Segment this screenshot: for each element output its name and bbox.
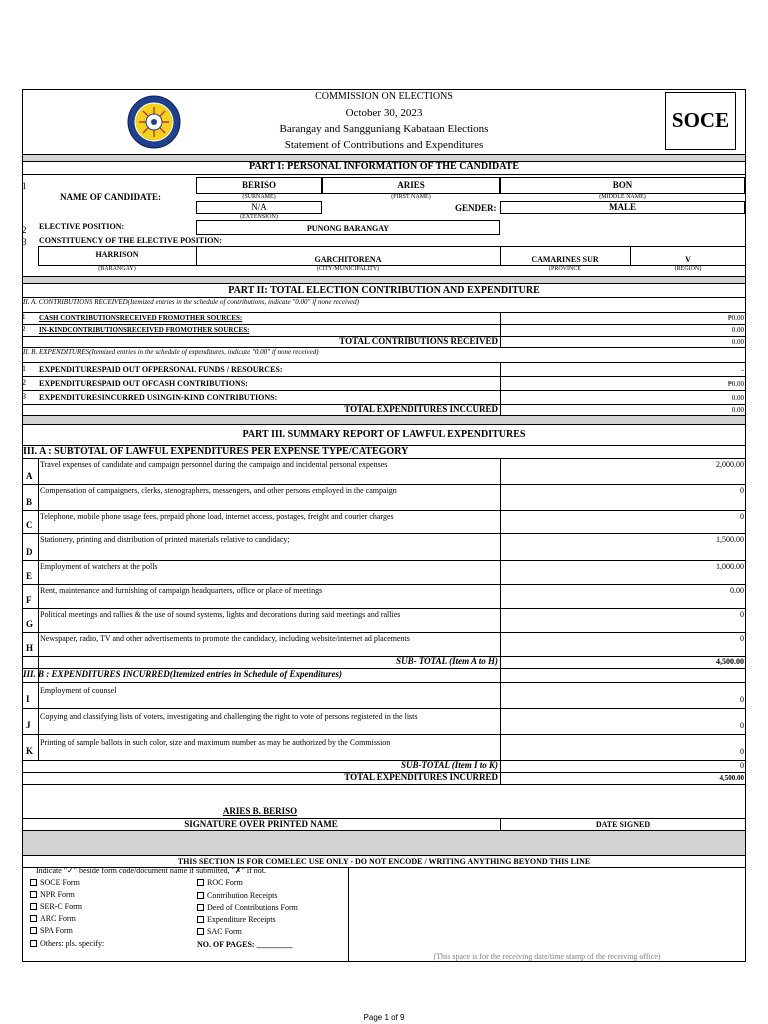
election-name: Barangay and Sangguniang Kabataan Elections xyxy=(279,123,489,135)
item-letter: K xyxy=(26,746,34,756)
part3-title: PART III. SUMMARY REPORT OF LAWFUL EXPENDITURES xyxy=(242,429,526,440)
extension-caption: (EXTENSION) xyxy=(240,214,278,220)
checklist-label: SPA Form xyxy=(40,926,73,935)
barangay-caption: (BARANGAY) xyxy=(98,266,136,272)
checkbox[interactable] xyxy=(30,915,37,922)
item-value: 0 xyxy=(740,721,744,730)
checklist-label: ARC Form xyxy=(40,914,76,923)
row-divider xyxy=(22,324,746,325)
item-value: 1,500.00 xyxy=(716,535,744,544)
item-letter: G xyxy=(26,619,34,629)
item-value: 2,000.00 xyxy=(716,460,744,469)
expenditure-label: EXPENDITURESPAID OUT OFCASH CONTRIBUTIONS: xyxy=(39,379,248,388)
extension-value: N/A xyxy=(251,202,267,212)
row-number: 3 xyxy=(22,392,26,401)
expenditure-value: - xyxy=(741,366,744,374)
total-expenditures-label: TOTAL EXPENDITURES INCCURED xyxy=(344,404,498,414)
city-value: GARCHITORENA xyxy=(314,255,382,264)
item-letter: D xyxy=(26,547,33,557)
first-name-caption: (FIRST NAME) xyxy=(391,194,431,200)
barangay-value: HARRISON xyxy=(95,250,139,259)
surname-caption: (SURNAME) xyxy=(242,194,276,200)
item-value: 0 xyxy=(740,747,744,756)
checklist-label: ROC Form xyxy=(207,878,243,887)
checklist-label: Contribution Receipts xyxy=(207,891,278,900)
item-description: Political meetings and rallies & the use of sound systems, lights and decorations during said meetings and rallies xyxy=(40,610,401,619)
item-value: 0 xyxy=(740,634,744,643)
total-incurred-value: 4,500.00 xyxy=(719,774,744,782)
surname-value: BERISO xyxy=(241,180,276,190)
expenditure-value: 0.00 xyxy=(731,394,744,402)
first-name-value: ARIES xyxy=(397,180,425,190)
item-letter: B xyxy=(26,497,33,507)
part3-b-heading-note: (Itemized entries in Schedule of Expenditures) xyxy=(169,669,343,679)
comelec-use-title: THIS SECTION IS FOR COMELEC USE ONLY - DO NOT ENCODE / WRITING ANYTHING BEYOND THIS LINE xyxy=(177,857,591,866)
region-value: V xyxy=(685,255,691,264)
subtotal-a-label: SUB- TOTAL (Item A to H) xyxy=(396,656,498,666)
contributions-heading xyxy=(23,298,743,306)
name-label: NAME OF CANDIDATE: xyxy=(60,192,161,202)
checkbox[interactable] xyxy=(197,892,204,899)
item-letter: C xyxy=(26,520,33,530)
page-number: Page 1 of 9 xyxy=(363,1013,405,1022)
contributions-heading-note: (Itemized entries in the schedule of contributions, indicate "0.00" if none received) xyxy=(127,298,359,306)
total-expenditures-value: 0.00 xyxy=(731,406,744,414)
item-letter: H xyxy=(26,643,34,653)
expenditures-heading-title: II. B. EXPENDITURES xyxy=(23,348,90,356)
row-divider xyxy=(22,584,746,585)
total-incurred-label: TOTAL EXPENDITURES INCURRED xyxy=(344,772,498,782)
form-code: SOCE xyxy=(671,108,730,132)
gender-value: MALE xyxy=(609,202,636,212)
subtotal-a-value: 4,500.00 xyxy=(716,657,744,666)
contribution-label: IN-KINDCONTRIBUTIONSRECEIVED FROMOTHER SOURCES: xyxy=(39,326,250,334)
item-value: 0 xyxy=(740,695,744,704)
subtotal-b-value: 0 xyxy=(740,761,744,770)
row-divider xyxy=(22,560,746,561)
part3-b-heading-title: III. B : EXPENDITURES INCURRED xyxy=(23,669,170,679)
item-letter: J xyxy=(26,720,31,730)
expenditure-label: EXPENDITURESINCURRED USINGIN-KIND CONTRIBUTIONS: xyxy=(39,393,278,402)
subtotal-b-label: SUB-TOTAL (Item I to K) xyxy=(400,760,498,770)
document-checklist-item[interactable] xyxy=(30,878,80,887)
row-divider xyxy=(22,510,746,511)
receiving-stamp-area: (This space is for the receiving date/time stamp of the receiving office) xyxy=(433,952,661,961)
item-letter: F xyxy=(26,595,32,605)
province-caption: (PROVINCE xyxy=(548,266,581,272)
checklist-label: SOCE Form xyxy=(40,878,80,887)
checklist-label: SER-C Form xyxy=(40,902,83,911)
row-divider xyxy=(22,734,746,735)
item-description: Newspaper, radio, TV and other advertisements to promote the candidacy, including website/internet ad placements xyxy=(40,634,410,643)
part3-a-heading: III. A : SUBTOTAL OF LAWFUL EXPENDITURES PER EXPENSE TYPE/CATEGORY xyxy=(23,446,409,457)
row-divider xyxy=(22,632,746,633)
item-value: 0 xyxy=(740,512,744,521)
document-checklist-item[interactable] xyxy=(197,903,298,912)
checkbox[interactable] xyxy=(30,891,37,898)
row-divider xyxy=(22,608,746,609)
part1-title: PART I: PERSONAL INFORMATION OF THE CANDIDATE xyxy=(248,161,520,172)
document-checklist-item[interactable] xyxy=(30,890,75,899)
middle-name-value: BON xyxy=(612,180,633,190)
part2-title: PART II: TOTAL ELECTION CONTRIBUTION AND EXPENDITURE xyxy=(228,285,540,296)
checkbox[interactable] xyxy=(30,879,37,886)
row-number: 1 xyxy=(22,364,26,373)
item-value: 0 xyxy=(740,610,744,619)
item-description: Printing of sample ballots in such color, size and maximum number as may be authorized by the Commission xyxy=(40,738,391,747)
item-letter: A xyxy=(26,471,33,481)
checkbox[interactable] xyxy=(30,927,37,934)
contribution-value: ₱0.00 xyxy=(727,314,744,322)
row-number: 2 xyxy=(22,225,27,235)
checkbox[interactable] xyxy=(197,928,204,935)
item-letter: E xyxy=(26,571,33,581)
checklist-label: Others: pls. specify: xyxy=(40,939,105,948)
document-checklist-item[interactable] xyxy=(197,927,242,936)
item-description: Stationery, printing and distribution of printed materials relative to candidacy; xyxy=(40,535,290,544)
city-caption: (CITY/MUNICIPALITY) xyxy=(316,266,380,272)
number-of-pages-field[interactable]: NO. OF PAGES: _________ xyxy=(197,940,293,949)
checkbox[interactable] xyxy=(30,903,37,910)
row-divider xyxy=(22,362,746,363)
document-checklist-item[interactable] xyxy=(30,939,104,948)
row-divider xyxy=(22,312,746,313)
item-description: Telephone, mobile phone usage fees, prepaid phone load, internet access, postages, freight and courier charges xyxy=(40,512,394,521)
contribution-value: 0.00 xyxy=(731,326,744,334)
signatory-name xyxy=(200,806,320,816)
document-checklist-item[interactable] xyxy=(197,891,277,900)
agency-name: COMMISSION ON ELECTIONS xyxy=(315,91,453,102)
row-divider xyxy=(22,484,746,485)
item-value: 0 xyxy=(740,486,744,495)
contributions-heading-title: II. A. CONTRIBUTIONS RECEIVED xyxy=(23,298,128,306)
row-number: 1 xyxy=(22,181,27,191)
document-checklist-item[interactable] xyxy=(30,914,76,923)
part3-b-heading xyxy=(23,669,342,679)
row-divider xyxy=(22,376,746,377)
comelec-seal-icon xyxy=(127,95,181,149)
total-contributions-value: 0.00 xyxy=(731,338,744,346)
signature-caption: SIGNATURE OVER PRINTED NAME xyxy=(184,819,338,829)
election-date: October 30, 2023 xyxy=(345,107,423,119)
constituency-label: CONSTITUENCY OF THE ELECTIVE POSITION: xyxy=(39,236,222,245)
date-signed-caption: DATE SIGNED xyxy=(595,820,651,829)
item-description: Copying and classifying lists of voters, investigating and challenging the right to vote of persons registered in the lists xyxy=(40,712,418,721)
item-description: Rent, maintenance and furnishing of campaign headquarters, office or place of meetings xyxy=(40,586,323,595)
row-number: 1 xyxy=(22,313,26,321)
document-checklist-item[interactable] xyxy=(197,915,276,924)
gender-label: GENDER: xyxy=(455,203,497,213)
checklist-label: NPR Form xyxy=(40,890,75,899)
checklist-label: Deed of Contributions Form xyxy=(207,903,298,912)
contribution-label: CASH CONTRIBUTIONSRECEIVED FROMOTHER SOURCES: xyxy=(39,314,243,322)
checklist-label: SAC Form xyxy=(207,927,242,936)
row-number: 3 xyxy=(22,237,27,247)
item-value: 0.00 xyxy=(730,586,744,595)
document-checklist-item[interactable] xyxy=(30,902,82,911)
item-value: 1,000.00 xyxy=(716,562,744,571)
row-divider xyxy=(22,708,746,709)
document-checklist-item[interactable] xyxy=(30,926,73,935)
item-description: Employment of watchers at the polls xyxy=(40,562,158,571)
item-letter: I xyxy=(26,694,30,704)
region-caption: (REGION) xyxy=(674,266,702,272)
row-number: 2 xyxy=(22,378,26,387)
expenditures-heading xyxy=(23,348,743,356)
position-value: PUNONG BARANGAY xyxy=(306,224,390,233)
document-checklist-item[interactable] xyxy=(197,878,243,887)
checkbox[interactable] xyxy=(30,940,37,947)
item-description: Travel expenses of candidate and campaign personnel during the campaign and incidental personal expenses xyxy=(40,460,388,469)
expenditure-value: ₱0.00 xyxy=(727,380,744,388)
middle-name-caption: (MIDDLE NAME) xyxy=(599,194,646,200)
checkbox[interactable] xyxy=(197,904,204,911)
statement-title: Statement of Contributions and Expenditures xyxy=(284,139,484,151)
row-divider xyxy=(22,390,746,391)
checklist-label: Expenditure Receipts xyxy=(207,915,276,924)
position-label: ELECTIVE POSITION: xyxy=(39,222,125,231)
total-contributions-label: TOTAL CONTRIBUTIONS RECEIVED xyxy=(339,336,498,346)
item-description: Compensation of campaigners, clerks, stenographers, messengers, and other persons employed in the campaign xyxy=(40,486,397,495)
row-divider xyxy=(22,533,746,534)
signatory-name-text: ARIES B. BERISO xyxy=(222,806,298,816)
comelec-instruction: Indicate "✓" beside form code/document name if submitted, "✗" if not. xyxy=(36,866,266,875)
checkbox[interactable] xyxy=(197,916,204,923)
checkbox[interactable] xyxy=(197,879,204,886)
expenditure-label: EXPENDITURESPAID OUT OFPERSONAL FUNDS / RESOURCES: xyxy=(39,365,283,374)
expenditures-heading-note: (Itemized entries in the schedule of expenditures, indicate "0.00" if none received) xyxy=(89,348,319,356)
province-value: CAMARINES SUR xyxy=(531,255,599,264)
row-number: 2 xyxy=(22,325,26,333)
item-description: Employment of counsel xyxy=(40,686,117,695)
